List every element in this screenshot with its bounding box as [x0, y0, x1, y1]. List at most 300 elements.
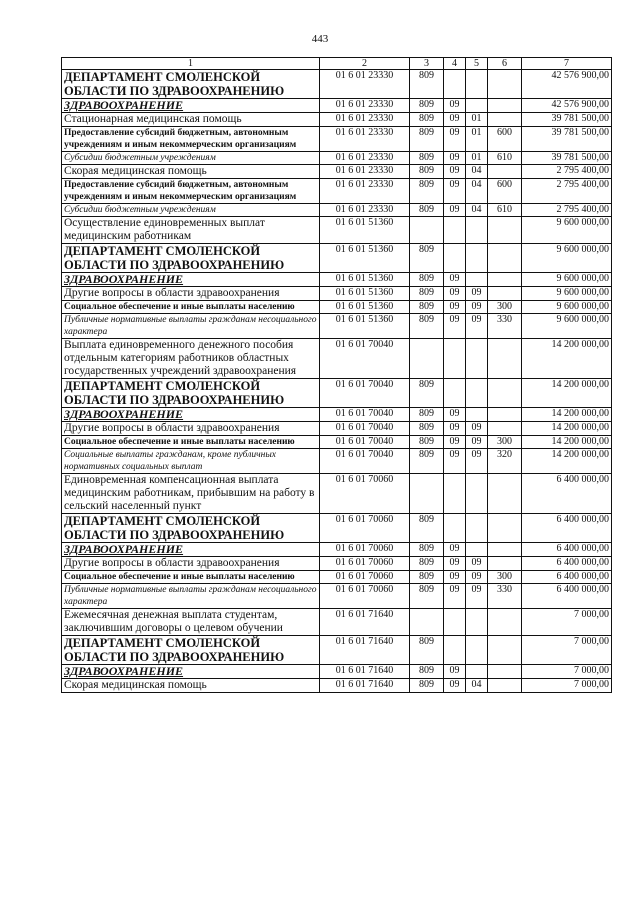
admin-code-cell — [410, 571, 444, 584]
table-row — [62, 273, 612, 287]
column-header: 7 — [522, 58, 612, 70]
expense-type-code-cell — [488, 217, 522, 244]
target-code-cell — [320, 339, 410, 379]
subsection-code: 09 — [471, 436, 482, 447]
admin-code: 809 — [419, 571, 434, 582]
admin-code: 809 — [419, 99, 434, 110]
row-name: Скорая медицинская помощь — [64, 679, 207, 691]
amount-cell — [522, 408, 612, 422]
subsection-code: 01 — [471, 127, 482, 138]
admin-code-cell — [410, 474, 444, 514]
target-code-cell — [320, 514, 410, 543]
section-code-cell — [444, 436, 466, 449]
subsection-code: 09 — [471, 584, 482, 595]
row-name-cell — [62, 127, 320, 152]
row-name-cell — [62, 339, 320, 379]
section-code-cell — [444, 514, 466, 543]
row-name-cell — [62, 449, 320, 474]
target-code-cell — [320, 273, 410, 287]
section-code: 09 — [449, 422, 460, 433]
row-name-cell — [62, 70, 320, 99]
target-code-cell — [320, 474, 410, 514]
row-name: ЗДРАВООХРАНЕНИЕ — [64, 542, 184, 556]
expense-type-code-cell — [488, 557, 522, 571]
table-row — [62, 179, 612, 204]
column-header: 2 — [320, 58, 410, 70]
amount: 6 400 000,00 — [556, 543, 609, 554]
admin-code: 809 — [419, 179, 434, 190]
row-name: Другие вопросы в области здравоохранения — [64, 287, 280, 299]
row-name: Социальное обеспечение и иные выплаты населению — [64, 437, 295, 447]
target-code-cell — [320, 436, 410, 449]
admin-code-cell — [410, 557, 444, 571]
admin-code: 809 — [419, 514, 434, 525]
target-code-cell — [320, 379, 410, 408]
admin-code-cell — [410, 99, 444, 113]
section-code: 09 — [449, 408, 460, 419]
table-row — [62, 379, 612, 408]
amount-cell — [522, 514, 612, 543]
table-row — [62, 127, 612, 152]
amount: 14 200 000,00 — [551, 449, 609, 460]
amount: 6 400 000,00 — [556, 557, 609, 568]
amount-cell — [522, 217, 612, 244]
row-name: Субсидии бюджетным учреждениям — [64, 153, 216, 163]
target-code-cell — [320, 679, 410, 693]
expense-type-code: 330 — [497, 314, 512, 325]
admin-code: 809 — [419, 636, 434, 647]
expense-type-code: 600 — [497, 179, 512, 190]
column-header: 5 — [466, 58, 488, 70]
table-row — [62, 422, 612, 436]
row-name: ДЕПАРТАМЕНТ СМОЛЕНСКОЙ ОБЛАСТИ ПО ЗДРАВООХРАНЕНИЮ — [64, 514, 285, 542]
admin-code-cell — [410, 287, 444, 301]
section-code: 09 — [449, 557, 460, 568]
section-code: 09 — [449, 152, 460, 163]
expense-type-code: 300 — [497, 301, 512, 312]
row-name: Публичные нормативные выплаты гражданам несоциального характера — [64, 585, 317, 607]
admin-code-cell — [410, 165, 444, 179]
admin-code-cell — [410, 179, 444, 204]
row-name: ЗДРАВООХРАНЕНИЕ — [64, 272, 184, 286]
admin-code: 809 — [419, 244, 434, 255]
row-name: ДЕПАРТАМЕНТ СМОЛЕНСКОЙ ОБЛАСТИ ПО ЗДРАВООХРАНЕНИЮ — [64, 379, 285, 407]
subsection-code-cell — [466, 217, 488, 244]
amount: 42 576 900,00 — [551, 70, 609, 81]
admin-code-cell — [410, 449, 444, 474]
subsection-code-cell — [466, 152, 488, 165]
section-code-cell — [444, 679, 466, 693]
admin-code-cell — [410, 244, 444, 273]
expense-type-code-cell — [488, 152, 522, 165]
target-code-cell — [320, 99, 410, 113]
admin-code-cell — [410, 152, 444, 165]
row-name-cell — [62, 543, 320, 557]
amount: 7 000,00 — [574, 679, 609, 690]
expense-type-code-cell — [488, 474, 522, 514]
table-row — [62, 571, 612, 584]
admin-code: 809 — [419, 584, 434, 595]
row-name-cell — [62, 314, 320, 339]
target-code: 01 6 01 51360 — [335, 273, 394, 284]
column-header: 4 — [444, 58, 466, 70]
admin-code-cell — [410, 339, 444, 379]
amount: 2 795 400,00 — [556, 179, 609, 190]
amount: 2 795 400,00 — [556, 165, 609, 176]
expense-type-code: 610 — [497, 152, 512, 163]
expense-type-code-cell — [488, 408, 522, 422]
amount: 9 600 000,00 — [556, 217, 609, 228]
expense-type-code-cell — [488, 543, 522, 557]
target-code-cell — [320, 152, 410, 165]
subsection-code-cell — [466, 584, 488, 609]
subsection-code: 09 — [471, 571, 482, 582]
expense-type-code-cell — [488, 379, 522, 408]
target-code-cell — [320, 287, 410, 301]
table-row — [62, 436, 612, 449]
table-row — [62, 557, 612, 571]
row-name-cell — [62, 665, 320, 679]
subsection-code: 01 — [471, 152, 482, 163]
expense-type-code-cell — [488, 679, 522, 693]
row-name: Субсидии бюджетным учреждениям — [64, 205, 216, 215]
row-name: Социальное обеспечение и иные выплаты населению — [64, 572, 295, 582]
table-row — [62, 152, 612, 165]
expense-type-code: 320 — [497, 449, 512, 460]
section-code-cell — [444, 273, 466, 287]
subsection-code-cell — [466, 449, 488, 474]
amount: 9 600 000,00 — [556, 301, 609, 312]
subsection-code: 09 — [471, 422, 482, 433]
target-code: 01 6 01 70060 — [335, 584, 394, 595]
target-code: 01 6 01 71640 — [335, 679, 394, 690]
amount-cell — [522, 543, 612, 557]
admin-code: 809 — [419, 301, 434, 312]
section-code: 09 — [449, 571, 460, 582]
amount: 39 781 500,00 — [551, 127, 609, 138]
amount: 39 781 500,00 — [551, 113, 609, 124]
admin-code: 809 — [419, 273, 434, 284]
expense-type-code-cell — [488, 99, 522, 113]
section-code-cell — [444, 165, 466, 179]
amount: 42 576 900,00 — [551, 99, 609, 110]
target-code: 01 6 01 70040 — [335, 422, 394, 433]
amount: 14 200 000,00 — [551, 339, 609, 350]
subsection-code: 09 — [471, 301, 482, 312]
target-code-cell — [320, 217, 410, 244]
amount-cell — [522, 244, 612, 273]
admin-code: 809 — [419, 665, 434, 676]
amount: 6 400 000,00 — [556, 571, 609, 582]
row-name: ЗДРАВООХРАНЕНИЕ — [64, 98, 184, 112]
target-code: 01 6 01 51360 — [335, 314, 394, 325]
admin-code: 809 — [419, 70, 434, 81]
amount-cell — [522, 314, 612, 339]
target-code-cell — [320, 557, 410, 571]
expense-type-code-cell — [488, 301, 522, 314]
expense-type-code-cell — [488, 584, 522, 609]
row-name: Выплата единовременного денежного пособия отдельным категориям работников областных государственных учреждений здравоохранения — [64, 339, 297, 377]
row-name-cell — [62, 557, 320, 571]
amount-cell — [522, 204, 612, 217]
section-code-cell — [444, 217, 466, 244]
target-code: 01 6 01 23330 — [335, 165, 394, 176]
subsection-code-cell — [466, 165, 488, 179]
admin-code-cell — [410, 436, 444, 449]
expense-type-code-cell — [488, 113, 522, 127]
admin-code: 809 — [419, 165, 434, 176]
row-name: ДЕПАРТАМЕНТ СМОЛЕНСКОЙ ОБЛАСТИ ПО ЗДРАВООХРАНЕНИЮ — [64, 244, 285, 272]
admin-code: 809 — [419, 113, 434, 124]
row-name-cell — [62, 679, 320, 693]
amount: 6 400 000,00 — [556, 474, 609, 485]
target-code: 01 6 01 51360 — [335, 287, 394, 298]
admin-code: 809 — [419, 127, 434, 138]
target-code: 01 6 01 23330 — [335, 113, 394, 124]
target-code: 01 6 01 70040 — [335, 379, 394, 390]
subsection-code-cell — [466, 514, 488, 543]
row-name: ДЕПАРТАМЕНТ СМОЛЕНСКОЙ ОБЛАСТИ ПО ЗДРАВООХРАНЕНИЮ — [64, 636, 285, 664]
subsection-code-cell — [466, 571, 488, 584]
section-code-cell — [444, 543, 466, 557]
subsection-code-cell — [466, 474, 488, 514]
target-code: 01 6 01 70060 — [335, 474, 394, 485]
subsection-code-cell — [466, 679, 488, 693]
subsection-code-cell — [466, 436, 488, 449]
row-name-cell — [62, 571, 320, 584]
section-code: 09 — [449, 204, 460, 215]
subsection-code-cell — [466, 301, 488, 314]
amount-cell — [522, 379, 612, 408]
section-code: 09 — [449, 301, 460, 312]
admin-code-cell — [410, 636, 444, 665]
row-name-cell — [62, 287, 320, 301]
subsection-code: 09 — [471, 314, 482, 325]
subsection-code-cell — [466, 543, 488, 557]
row-name: ЗДРАВООХРАНЕНИЕ — [64, 407, 184, 421]
row-name-cell — [62, 217, 320, 244]
subsection-code-cell — [466, 287, 488, 301]
section-code-cell — [444, 422, 466, 436]
section-code-cell — [444, 571, 466, 584]
section-code-cell — [444, 449, 466, 474]
amount: 9 600 000,00 — [556, 314, 609, 325]
target-code: 01 6 01 23330 — [335, 204, 394, 215]
section-code-cell — [444, 636, 466, 665]
admin-code-cell — [410, 609, 444, 636]
row-name: Социальное обеспечение и иные выплаты населению — [64, 302, 295, 312]
section-code-cell — [444, 179, 466, 204]
row-name-cell — [62, 636, 320, 665]
admin-code-cell — [410, 204, 444, 217]
admin-code-cell — [410, 665, 444, 679]
target-code-cell — [320, 571, 410, 584]
target-code-cell — [320, 204, 410, 217]
column-header: 1 — [62, 58, 320, 70]
amount-cell — [522, 557, 612, 571]
target-code: 01 6 01 70040 — [335, 436, 394, 447]
subsection-code: 04 — [471, 165, 482, 176]
section-code-cell — [444, 474, 466, 514]
admin-code: 809 — [419, 287, 434, 298]
target-code: 01 6 01 23330 — [335, 152, 394, 163]
subsection-code-cell — [466, 273, 488, 287]
section-code: 09 — [449, 179, 460, 190]
expense-type-code-cell — [488, 165, 522, 179]
expense-type-code-cell — [488, 244, 522, 273]
subsection-code-cell — [466, 99, 488, 113]
amount-cell — [522, 70, 612, 99]
expense-type-code-cell — [488, 273, 522, 287]
target-code-cell — [320, 636, 410, 665]
budget-table — [61, 57, 612, 693]
table-row — [62, 584, 612, 609]
section-code: 09 — [449, 165, 460, 176]
admin-code: 809 — [419, 204, 434, 215]
subsection-code: 04 — [471, 679, 482, 690]
subsection-code: 04 — [471, 204, 482, 215]
admin-code: 809 — [419, 379, 434, 390]
amount: 39 781 500,00 — [551, 152, 609, 163]
expense-type-code-cell — [488, 449, 522, 474]
subsection-code-cell — [466, 204, 488, 217]
expense-type-code-cell — [488, 422, 522, 436]
amount-cell — [522, 474, 612, 514]
row-name: Ежемесячная денежная выплата студентам, заключившим договоры о целевом обучении — [64, 609, 283, 634]
row-name: Публичные нормативные выплаты гражданам несоциального характера — [64, 315, 317, 337]
expense-type-code-cell — [488, 436, 522, 449]
section-code: 09 — [449, 436, 460, 447]
row-name-cell — [62, 273, 320, 287]
table-row — [62, 636, 612, 665]
row-name-cell — [62, 244, 320, 273]
admin-code-cell — [410, 584, 444, 609]
row-name-cell — [62, 301, 320, 314]
table-row — [62, 408, 612, 422]
admin-code-cell — [410, 113, 444, 127]
expense-type-code: 330 — [497, 584, 512, 595]
admin-code: 809 — [419, 436, 434, 447]
section-code-cell — [444, 557, 466, 571]
expense-type-code: 600 — [497, 127, 512, 138]
subsection-code-cell — [466, 244, 488, 273]
table-row — [62, 449, 612, 474]
row-name-cell — [62, 609, 320, 636]
admin-code-cell — [410, 314, 444, 339]
row-name: Другие вопросы в области здравоохранения — [64, 422, 280, 434]
row-name-cell — [62, 165, 320, 179]
admin-code-cell — [410, 217, 444, 244]
section-code-cell — [444, 584, 466, 609]
amount: 9 600 000,00 — [556, 273, 609, 284]
row-name: Единовременная компенсационная выплата медицинским работникам, прибывшим на работу в сельский населенный пункт — [64, 474, 315, 512]
target-code: 01 6 01 70040 — [335, 449, 394, 460]
target-code-cell — [320, 127, 410, 152]
page-number: 443 — [311, 33, 329, 45]
expense-type-code-cell — [488, 204, 522, 217]
amount-cell — [522, 99, 612, 113]
amount-cell — [522, 273, 612, 287]
amount-cell — [522, 165, 612, 179]
amount-cell — [522, 609, 612, 636]
admin-code-cell — [410, 514, 444, 543]
section-code-cell — [444, 339, 466, 379]
row-name-cell — [62, 152, 320, 165]
subsection-code-cell — [466, 422, 488, 436]
row-name: Предоставление субсидий бюджетным, автономным учреждениям и иным некоммерческим организациям — [64, 180, 297, 202]
target-code-cell — [320, 422, 410, 436]
row-name: Другие вопросы в области здравоохранения — [64, 557, 280, 569]
column-header: 3 — [410, 58, 444, 70]
section-code: 09 — [449, 287, 460, 298]
target-code: 01 6 01 23330 — [335, 127, 394, 138]
expense-type-code-cell — [488, 314, 522, 339]
row-name-cell — [62, 408, 320, 422]
section-code-cell — [444, 609, 466, 636]
section-code-cell — [444, 70, 466, 99]
section-code-cell — [444, 665, 466, 679]
amount: 14 200 000,00 — [551, 422, 609, 433]
target-code-cell — [320, 314, 410, 339]
target-code-cell — [320, 70, 410, 99]
admin-code: 809 — [419, 314, 434, 325]
section-code: 09 — [449, 99, 460, 110]
section-code-cell — [444, 99, 466, 113]
column-header: 6 — [488, 58, 522, 70]
subsection-code-cell — [466, 379, 488, 408]
admin-code-cell — [410, 70, 444, 99]
table-row — [62, 665, 612, 679]
section-code: 09 — [449, 665, 460, 676]
admin-code: 809 — [419, 679, 434, 690]
target-code: 01 6 01 51360 — [335, 244, 394, 255]
table-row — [62, 113, 612, 127]
target-code: 01 6 01 23330 — [335, 70, 394, 81]
target-code: 01 6 01 71640 — [335, 609, 394, 620]
amount: 7 000,00 — [574, 665, 609, 676]
subsection-code-cell — [466, 70, 488, 99]
expense-type-code-cell — [488, 127, 522, 152]
subsection-code-cell — [466, 113, 488, 127]
admin-code-cell — [410, 408, 444, 422]
amount-cell — [522, 287, 612, 301]
expense-type-code-cell — [488, 636, 522, 665]
section-code: 09 — [449, 679, 460, 690]
row-name: Осуществление единовременных выплат медицинским работникам — [64, 217, 265, 242]
table-row — [62, 217, 612, 244]
section-code: 09 — [449, 127, 460, 138]
subsection-code-cell — [466, 314, 488, 339]
row-name: ЗДРАВООХРАНЕНИЕ — [64, 664, 184, 678]
row-name: Социальные выплаты гражданам, кроме публичных нормативных социальных выплат — [64, 450, 276, 472]
admin-code: 809 — [419, 543, 434, 554]
amount-cell — [522, 571, 612, 584]
amount-cell — [522, 339, 612, 379]
subsection-code-cell — [466, 127, 488, 152]
table-row — [62, 204, 612, 217]
subsection-code-cell — [466, 179, 488, 204]
target-code-cell — [320, 609, 410, 636]
section-code-cell — [444, 244, 466, 273]
amount-cell — [522, 152, 612, 165]
admin-code: 809 — [419, 557, 434, 568]
target-code: 01 6 01 71640 — [335, 665, 394, 676]
amount-cell — [522, 584, 612, 609]
subsection-code-cell — [466, 665, 488, 679]
section-code: 09 — [449, 113, 460, 124]
subsection-code-cell — [466, 557, 488, 571]
section-code: 09 — [449, 449, 460, 460]
